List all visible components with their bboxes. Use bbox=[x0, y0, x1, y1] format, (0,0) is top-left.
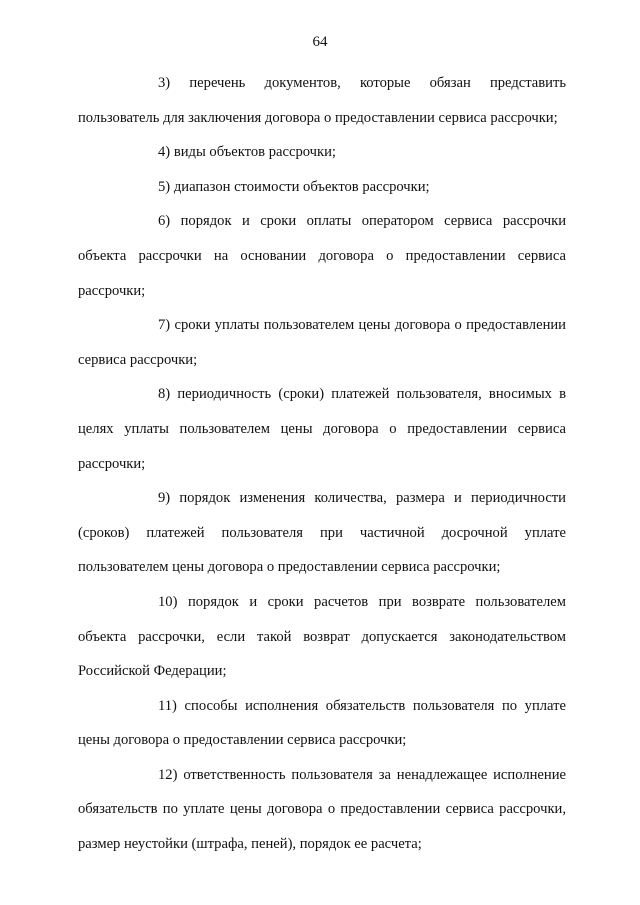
document-body bbox=[78, 66, 566, 862]
list-item bbox=[78, 308, 566, 377]
item-number: 7) bbox=[158, 317, 171, 334]
item-number: 9) bbox=[158, 490, 171, 507]
item-number: 10) bbox=[158, 593, 178, 610]
item-number: 6) bbox=[158, 213, 171, 230]
item-text: периодичность (сроки) платежей пользователя, вносимых в целях уплаты пользователем цены договора о предоставлении сервиса рассрочки; bbox=[78, 386, 566, 472]
list-item bbox=[78, 585, 566, 689]
item-number: 11) bbox=[158, 697, 177, 714]
item-text: ответственность пользователя за ненадлежащее исполнение обязательств по уплате цены договора о предоставлении сервиса рассрочки, размер неустойки (штрафа, пеней), порядок ее расчета; bbox=[78, 766, 566, 853]
item-number: 4) bbox=[158, 144, 171, 161]
item-number: 3) bbox=[158, 75, 171, 91]
item-text: перечень документов, которые обязан представить пользователь для заключения договора о предоставлении сервиса рассрочки; bbox=[78, 75, 566, 126]
item-text: сроки уплаты пользователем цены договора о предоставлении сервиса рассрочки; bbox=[78, 317, 566, 368]
item-text: диапазон стоимости объектов рассрочки; bbox=[173, 178, 430, 195]
page-number: 64 bbox=[312, 34, 328, 50]
list-item bbox=[78, 204, 566, 308]
item-number: 12) bbox=[158, 766, 178, 783]
list-item bbox=[78, 135, 566, 170]
list-item bbox=[78, 758, 566, 862]
list-item bbox=[78, 481, 566, 585]
list-item bbox=[78, 689, 566, 758]
item-text: порядок и сроки оплаты оператором сервиса рассрочки объекта рассрочки на основании договора о предоставлении сервиса рассрочки; bbox=[78, 213, 567, 299]
list-item bbox=[78, 170, 566, 205]
item-number: 8) bbox=[158, 386, 171, 403]
list-item bbox=[78, 377, 566, 481]
item-text: виды объектов рассрочки; bbox=[173, 144, 336, 161]
item-text: порядок и сроки расчетов при возврате пользователем объекта рассрочки, если такой возврат допускается законодательством Российской Федерации; bbox=[78, 593, 566, 680]
item-text: способы исполнения обязательств пользователя по уплате цены договора о предоставлении сервиса рассрочки; bbox=[78, 697, 566, 749]
item-text: порядок изменения количества, размера и периодичности (сроков) платежей пользователя при частичной досрочной уплате пользователем цены договора о предоставлении сервиса рассрочки; bbox=[78, 490, 566, 576]
list-item bbox=[78, 66, 566, 135]
item-number: 5) bbox=[158, 178, 171, 195]
